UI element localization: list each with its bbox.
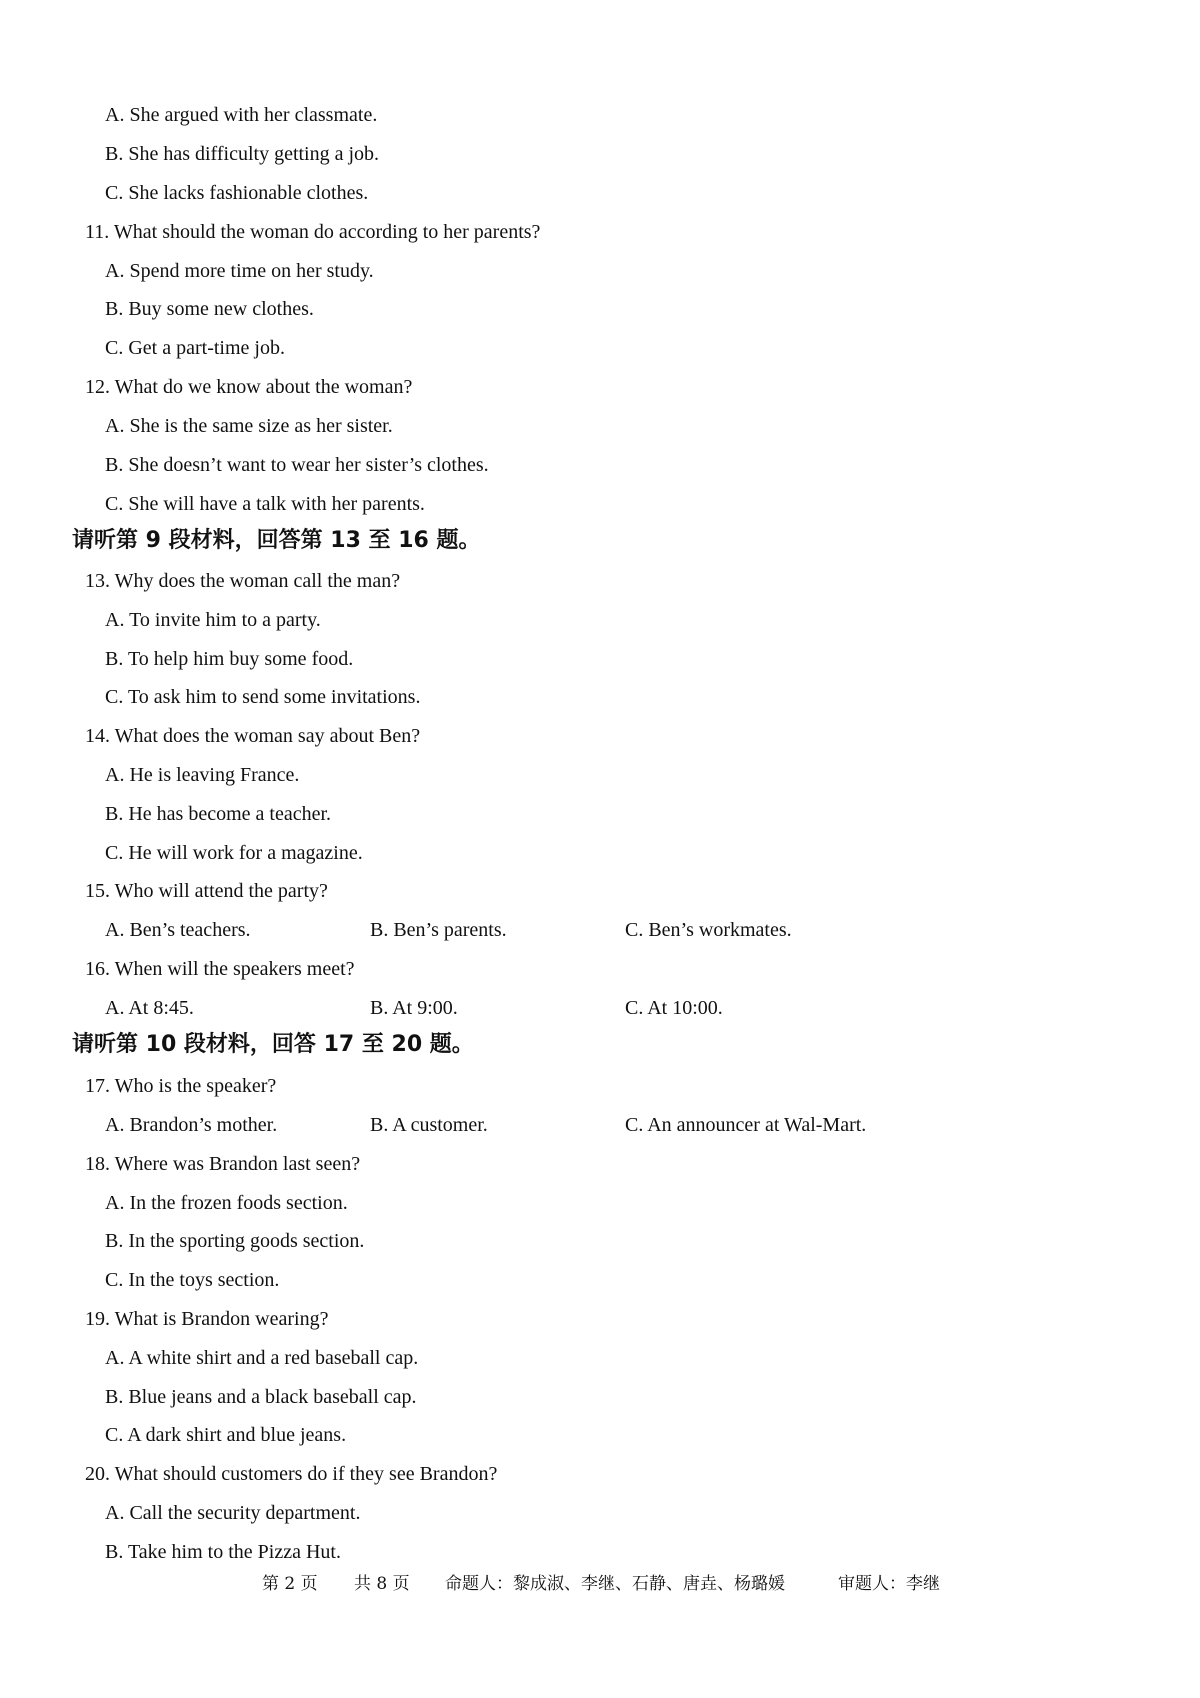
q14-option-b: B. He has become a teacher. bbox=[105, 803, 332, 825]
q14-question: 14. What does the woman say about Ben? bbox=[85, 725, 421, 747]
q20-option-a: A. Call the security department. bbox=[105, 1502, 361, 1524]
q17-option-b: B. A customer. bbox=[370, 1114, 488, 1136]
q12-question: 12. What do we know about the woman? bbox=[85, 376, 413, 398]
q18-option-c: C. In the toys section. bbox=[105, 1269, 280, 1291]
q19-option-a: A. A white shirt and a red baseball cap. bbox=[105, 1347, 419, 1369]
footer-total-pages: 共 8 页 bbox=[354, 1574, 410, 1594]
q12-option-b: B. She doesn’t want to wear her sister’s clothes. bbox=[105, 454, 489, 476]
q19-question: 19. What is Brandon wearing? bbox=[85, 1308, 329, 1330]
q16-option-a: A. At 8:45. bbox=[105, 997, 194, 1019]
q12-option-c: C. She will have a talk with her parents. bbox=[105, 493, 425, 515]
q11-option-a: A. Spend more time on her study. bbox=[105, 260, 374, 282]
q18-option-b: B. In the sporting goods section. bbox=[105, 1230, 365, 1252]
q16-option-c: C. At 10:00. bbox=[625, 997, 723, 1019]
section-9-heading: 请听第 9 段材料，回答第 13 至 16 题。 bbox=[72, 528, 481, 553]
q15-question: 15. Who will attend the party? bbox=[85, 880, 328, 902]
q13-option-c: C. To ask him to send some invitations. bbox=[105, 686, 421, 708]
q16-question: 16. When will the speakers meet? bbox=[85, 958, 355, 980]
q17-question: 17. Who is the speaker? bbox=[85, 1075, 277, 1097]
q10-option-b: B. She has difficulty getting a job. bbox=[105, 143, 380, 165]
q17-option-c: C. An announcer at Wal-Mart. bbox=[625, 1114, 867, 1136]
q13-option-b: B. To help him buy some food. bbox=[105, 648, 354, 670]
q19-option-b: B. Blue jeans and a black baseball cap. bbox=[105, 1386, 417, 1408]
q15-option-c: C. Ben’s workmates. bbox=[625, 919, 792, 941]
q12-option-a: A. She is the same size as her sister. bbox=[105, 415, 393, 437]
q11-option-b: B. Buy some new clothes. bbox=[105, 298, 314, 320]
q13-option-a: A. To invite him to a party. bbox=[105, 609, 321, 631]
q20-option-b: B. Take him to the Pizza Hut. bbox=[105, 1541, 341, 1563]
section-10-heading: 请听第 10 段材料，回答 17 至 20 题。 bbox=[72, 1032, 474, 1057]
q20-question: 20. What should customers do if they see Brandon? bbox=[85, 1463, 498, 1485]
q19-option-c: C. A dark shirt and blue jeans. bbox=[105, 1424, 347, 1446]
q17-option-a: A. Brandon’s mother. bbox=[105, 1114, 278, 1136]
q16-option-b: B. At 9:00. bbox=[370, 997, 458, 1019]
q14-option-a: A. He is leaving France. bbox=[105, 764, 300, 786]
q18-question: 18. Where was Brandon last seen? bbox=[85, 1153, 361, 1175]
q11-option-c: C. Get a part-time job. bbox=[105, 337, 285, 359]
q14-option-c: C. He will work for a magazine. bbox=[105, 842, 363, 864]
footer-authors: 命题人：黎成淑、李继、石静、唐垚、杨璐媛 bbox=[445, 1574, 785, 1594]
footer-reviewer: 审题人：李继 bbox=[838, 1574, 940, 1594]
footer-page-number: 第 2 页 bbox=[262, 1574, 318, 1594]
q10-option-a: A. She argued with her classmate. bbox=[105, 104, 378, 126]
q15-option-a: A. Ben’s teachers. bbox=[105, 919, 251, 941]
q13-question: 13. Why does the woman call the man? bbox=[85, 570, 401, 592]
q18-option-a: A. In the frozen foods section. bbox=[105, 1192, 348, 1214]
q10-option-c: C. She lacks fashionable clothes. bbox=[105, 182, 369, 204]
q11-question: 11. What should the woman do according to her parents? bbox=[85, 221, 541, 243]
q15-option-b: B. Ben’s parents. bbox=[370, 919, 507, 941]
